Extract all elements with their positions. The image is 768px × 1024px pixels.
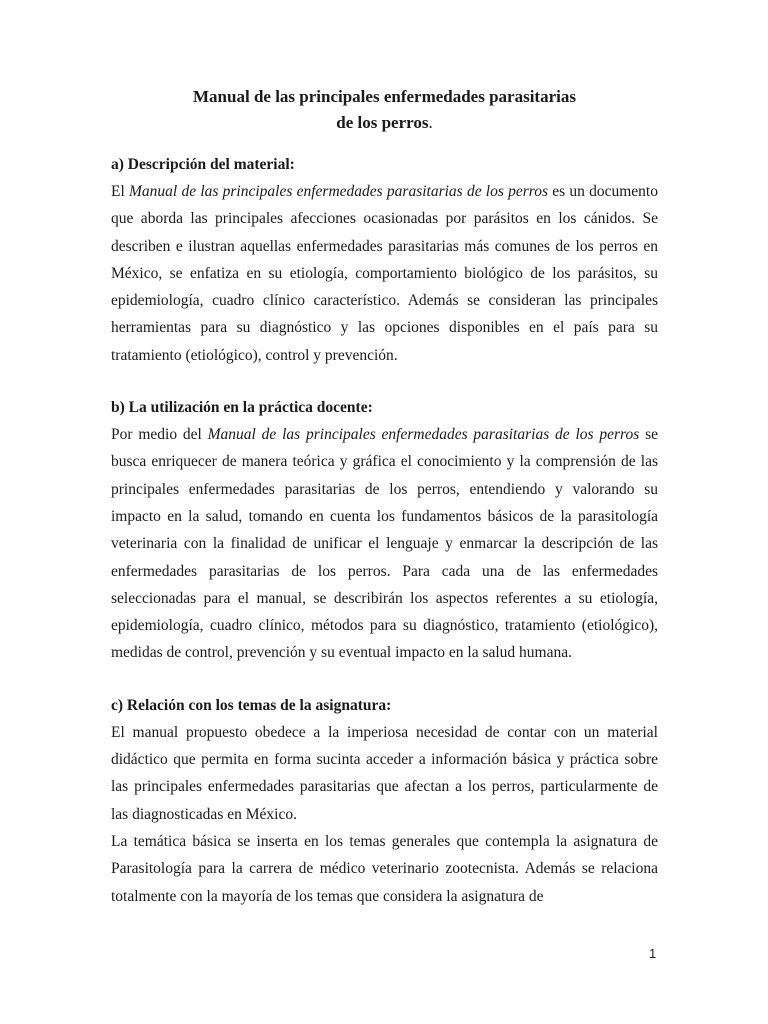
section-b-prefix: Por medio del — [111, 426, 208, 444]
title-line-2-text: de los perros — [336, 113, 429, 132]
document-title — [111, 84, 658, 136]
section-b-paragraph — [111, 421, 658, 667]
section-b-heading: b) La utilización en la práctica docente: — [111, 399, 373, 417]
section-c — [111, 693, 658, 910]
title-line-1: Manual de las principales enfermedades parasitarias — [193, 87, 576, 106]
section-a-prefix: El — [111, 183, 130, 200]
section-a-manual-title: Manual de las principales enfermedades parasitarias de los perros — [129, 183, 549, 200]
title-line-2 — [111, 110, 658, 136]
section-c-paragraph-1: El manual propuesto obedece a la imperiosa necesidad de contar con un material didáctico que permita en forma sucinta acceder a información básica y práctica sobre las principales enfermedades parasitarias que afectan a los perros, particularmente de las diagnosticadas en México. — [111, 723, 658, 823]
section-b-manual-title: Manual de las principales enfermedades parasitarias de los perros — [207, 426, 640, 444]
section-a-body: es un documento que aborda las principales afecciones ocasionadas por parásitos en los cánidos. Se describen e ilustran aquellas enfermedades parasitarias más comunes de los perros en México, se enfatiza en su etiología, comportamiento biológico de los parásitos, su epidemiología, cuadro clínico característico. Además se consideran las principales herramientas para su diagnóstico y las opciones disponibles en el país para su tratamiento (etiológico), control y prevención. — [111, 183, 658, 364]
title-period: . — [428, 113, 433, 132]
section-a-heading: a) Descripción del material: — [111, 156, 295, 173]
section-a — [111, 152, 658, 369]
section-c-paragraph-2: La temática básica se inserta en los temas generales que contempla la asignatura de Parasitología para la carrera de médico veterinario zootecnista. Además se relaciona totalmente con la mayoría de los temas que considera la asignatura de — [111, 832, 658, 905]
section-b — [111, 395, 658, 667]
document-page — [111, 84, 658, 1014]
section-b-body: se busca enriquecer de manera teórica y gráfica el conocimiento y la comprensión de las principales enfermedades parasitarias de los perros, entendiendo y valorando su impacto en la salud, tomando en cuenta los fundamentos básicos de la parasitología veterinaria con la finalidad de unificar el lenguaje y enmarcar la descripción de las enfermedades parasitarias de los perros. Para cada una de las enfermedades seleccionadas para el manual, se describirán los aspectos referentes a su etiología, epidemiología, cuadro clínico, métodos para su diagnóstico, tratamiento (etiológico), medidas de control, prevención y su eventual impacto en la salud humana. — [111, 426, 658, 662]
section-c-heading: c) Relación con los temas de la asignatura: — [111, 696, 392, 714]
page-number: 1 — [649, 946, 657, 961]
section-a-paragraph — [111, 178, 658, 369]
